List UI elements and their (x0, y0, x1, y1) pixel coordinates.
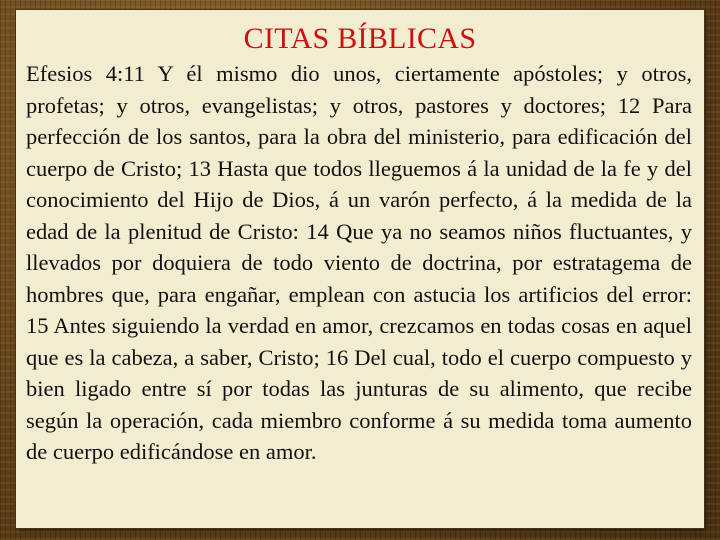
page-title: CITAS BÍBLICAS (243, 22, 477, 55)
content-panel (16, 10, 704, 528)
scripture-text: Efesios 4:11 Y él mismo dio unos, ciertamente apóstoles; y otros, profetas; y otros, evangelistas; y otros, pastores y doctores; 12 Para perfección de los santos, para la obra del ministerio, para edificación del cuerpo de Cristo; 13 Hasta que todos lleguemos á la unidad de la fe y del conocimiento del Hijo de Dios, á un varón perfecto, á la medida de la edad de la plenitud de Cristo: 14 Que ya no seamos niños fluctuantes, y llevados por doquiera de todo viento de doctrina, por estratagema de hombres que, para engañar, emplean con astucia los artificios del error: 15 Antes siguiendo la verdad en amor, crezcamos en todas cosas en aquel que es la cabeza, a saber, Cristo; 16 Del cual, todo el cuerpo compuesto y bien ligado entre sí por todas las junturas de su alimento, que recibe según la operación, cada miembro conforme á su medida toma aumento de cuerpo edificándose en amor. (26, 61, 692, 464)
